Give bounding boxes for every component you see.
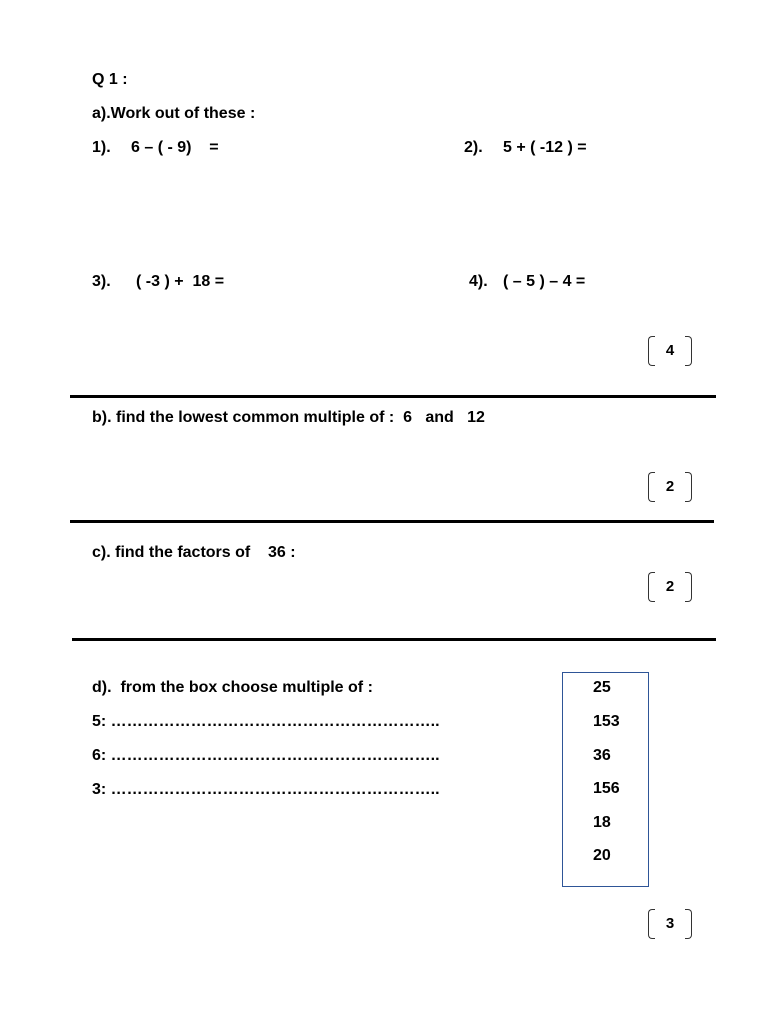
problem-number: 4).: [469, 273, 488, 290]
problem-number: 3).: [92, 273, 111, 290]
answer-line-6: 6: ……………………………………………………..: [92, 747, 440, 764]
problem-expression: ( -3 ) + 18 =: [136, 273, 225, 290]
marks-part-d: 3: [648, 909, 692, 939]
choice-item: 153: [593, 713, 620, 730]
answer-line-3: 3: ……………………………………………………..: [92, 781, 440, 798]
problem-number: 1).: [92, 139, 111, 156]
choice-item: 36: [593, 747, 611, 764]
choice-item: 25: [593, 679, 611, 696]
question-title: Q 1 :: [92, 71, 128, 88]
choice-item: 20: [593, 847, 611, 864]
problem-number: 2).: [464, 139, 483, 156]
part-c-question: c). find the factors of 36 :: [92, 544, 296, 561]
part-d-heading: d). from the box choose multiple of :: [92, 679, 373, 696]
choices-box: [562, 672, 649, 887]
section-divider: [70, 395, 716, 398]
choice-item: 156: [593, 780, 620, 797]
problem-expression: ( – 5 ) – 4 =: [503, 273, 586, 290]
section-divider: [70, 520, 714, 523]
marks-part-c: 2: [648, 572, 692, 602]
part-b-question: b). find the lowest common multiple of : 6 and 12: [92, 409, 485, 426]
marks-part-a: 4: [648, 336, 692, 366]
answer-line-5: 5: ……………………………………………………..: [92, 713, 440, 730]
problem-expression: 6 – ( - 9) =: [131, 139, 219, 156]
choice-item: 18: [593, 814, 611, 831]
problem-expression: 5 + ( -12 ) =: [503, 139, 587, 156]
part-a-heading: a).Work out of these :: [92, 105, 256, 122]
section-divider: [72, 638, 716, 641]
marks-part-b: 2: [648, 472, 692, 502]
